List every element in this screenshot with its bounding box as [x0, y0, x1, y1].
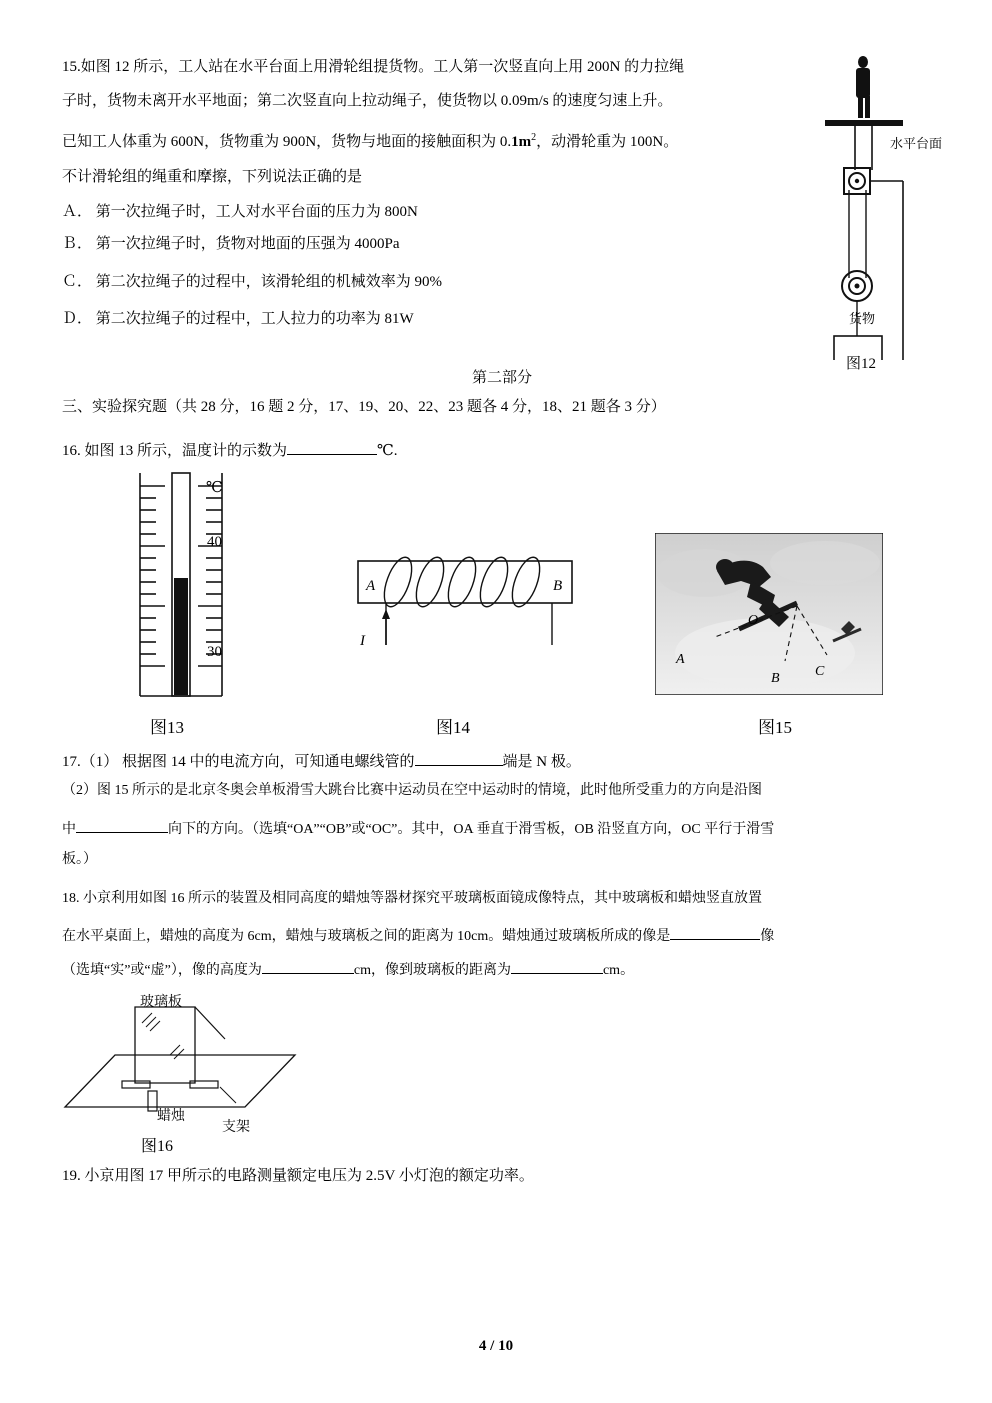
fig14-caption: 图14: [436, 718, 470, 737]
q17-line4: 板。）: [62, 852, 97, 867]
q17-line1: [62, 749, 581, 773]
fig12-label-goods: 货物: [849, 311, 876, 326]
part2-section-header: 三、实验探究题（共 28 分，16 题 2 分，17、19、20、22、23 题各 4 分，18、21 题各 3 分）: [62, 399, 666, 415]
thermometer-unit-label: ℃: [206, 480, 223, 496]
thermometer-tick-40: 40: [207, 534, 222, 550]
q18-line2a: 在水平桌面上，蜡烛的高度为 6cm，蜡烛与玻璃板之间的距离为 10cm。蜡烛通过玻璃板所成的像是: [62, 929, 671, 944]
q18-blank-1[interactable]: [670, 924, 760, 940]
q18-line3a: （选填“实”或“虚”），像的高度为: [62, 963, 262, 978]
q16-text-a: 16. 如图 13 所示，温度计的示数为: [62, 443, 288, 459]
q15-line3b: 1m: [511, 134, 532, 150]
q17-line1b: 端是 N 极。: [502, 754, 581, 770]
fig16-caption: 图16: [141, 1138, 174, 1155]
q15-line2: 子时，货物未离开水平地面；第二次竖直向上拉动绳子，使货物以 0.09m/s 的速度匀速上升。: [62, 93, 673, 109]
q17-line3a: 中: [62, 822, 76, 837]
q17-line1a: 17.（1） 根据图 14 中的电流方向，可知通电螺线管的: [62, 754, 415, 770]
thermometer-tick-30: 30: [207, 644, 222, 660]
fig15-caption: 图15: [758, 718, 792, 737]
q17-blank-1[interactable]: [415, 749, 503, 766]
fig12-label-platform: 水平台面: [890, 136, 943, 151]
q15-line3a: 已知工人体重为 600N，货物重为 900N，货物与地面的接触面积为 0.: [62, 134, 512, 150]
page-footer: 4 / 10: [478, 1338, 514, 1354]
fig15-label-b: B: [771, 671, 780, 686]
fig15-label-c: C: [815, 664, 825, 679]
q15-line1: 15.如图 12 所示，工人站在水平台面上用滑轮组提货物。工人第一次竖直向上用 200N 的力拉绳: [62, 59, 685, 75]
q15-line3c: ，动滑轮重为 100N。: [536, 134, 679, 150]
q17-line2: （2）图 15 所示的是北京冬奥会单板滑雪大跳台比赛中运动员在空中运动时的情境，此时他所受重力的方向是沿图: [62, 783, 762, 798]
fig14-label-b: B: [553, 578, 563, 594]
q15-option-d: Ｄ． 第二次拉绳子的过程中，工人拉力的功率为 81W: [62, 311, 414, 327]
q15-option-c: Ｃ． 第二次拉绳子的过程中，该滑轮组的机械效率为 90%: [62, 274, 442, 290]
q18-blank-3[interactable]: [511, 958, 603, 974]
q18-line3b: cm，像到玻璃板的距离为: [353, 963, 511, 978]
part2-title: 第二部分: [472, 370, 533, 386]
q17-blank-2[interactable]: [76, 817, 168, 833]
fig13-caption: 图13: [150, 718, 184, 737]
fig16-label-glass: 玻璃板: [140, 995, 182, 1010]
q19-line1: 19. 小京用图 17 甲所示的电路测量额定电压为 2.5V 小灯泡的额定功率。: [62, 1168, 534, 1184]
fig16-label-candle: 蜡烛: [157, 1109, 185, 1124]
q18-line3c: cm。: [602, 963, 635, 978]
fig14-label-i: I: [360, 633, 365, 649]
fig16-label-stand: 支架: [222, 1120, 250, 1135]
q15-line4: 不计滑轮组的绳重和摩擦，下列说法正确的是: [62, 169, 363, 185]
q17-line3b: 向下的方向。（选填“OA”“OB”或“OC”。其中，OA 垂直于滑雪板，OB 沿竖直方向，OC 平行于滑雪: [168, 822, 775, 837]
q15-line3: [62, 131, 678, 153]
fig12-caption: 图12: [846, 356, 877, 372]
q16-text-b: ℃.: [377, 443, 398, 459]
q18-line2b: 像: [760, 929, 775, 944]
figure-15-snowboarder: [655, 533, 883, 695]
q15-option-b: Ｂ． 第一次拉绳子时，货物对地面的压强为 4000Pa: [62, 236, 400, 252]
fig15-label-o: O: [748, 613, 759, 628]
figure-16-glass-plate: [60, 995, 320, 1135]
q18-line3: [62, 958, 634, 980]
figure-14-solenoid: [350, 545, 590, 665]
q18-line1: 18. 小京利用如图 16 所示的装置及相同高度的蜡烛等器材探究平玻璃板面镜成像特点，其中玻璃板和蜡烛竖直放置: [62, 891, 762, 906]
q15-option-a: Ａ． 第一次拉绳子时，工人对水平台面的压力为 800N: [62, 204, 418, 220]
q15-line3-sup: 2: [531, 132, 537, 143]
fig14-label-a: A: [366, 578, 376, 594]
q17-line3: [62, 817, 774, 839]
fig15-label-a: A: [676, 652, 685, 667]
q16-answer-blank[interactable]: [287, 438, 377, 455]
q18-blank-2[interactable]: [262, 958, 354, 974]
figure-13-thermometer: [110, 468, 250, 708]
q18-line2: [62, 924, 774, 946]
q16-line: [62, 438, 398, 462]
